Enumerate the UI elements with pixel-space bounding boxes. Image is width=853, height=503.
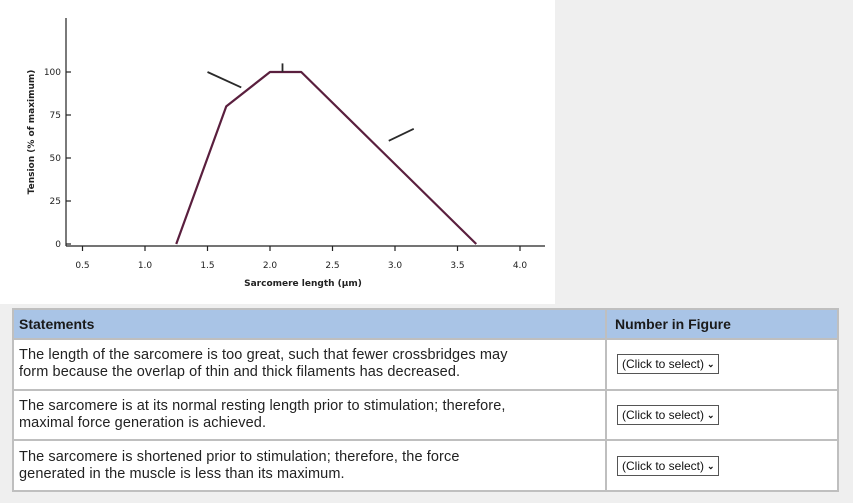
dropdown-value: (Click to select) — [622, 357, 705, 372]
select-cell — [606, 390, 838, 441]
statement-line: The sarcomere is shortened prior to stimulation; therefore, the force — [19, 448, 460, 465]
table-row — [13, 440, 838, 491]
number-select-dropdown[interactable] — [617, 405, 719, 425]
x-tick-label: 3.0 — [387, 261, 403, 271]
chevron-down-icon: ⌄ — [707, 359, 715, 370]
statement-cell — [13, 390, 606, 441]
x-tick-label: 4.0 — [512, 261, 528, 271]
statements-header: Statements — [13, 309, 606, 339]
statement-line: The sarcomere is at its normal resting length prior to stimulation; therefore, — [19, 397, 506, 414]
dropdown-value: (Click to select) — [622, 407, 705, 422]
number-in-figure-header: Number in Figure — [606, 309, 838, 339]
pointer-line — [208, 72, 242, 87]
y-tick-label: 0 — [55, 240, 61, 250]
x-tick-label: 3.5 — [450, 261, 465, 271]
y-tick-label: 25 — [49, 197, 61, 207]
statement-cell — [13, 339, 606, 390]
tension-length-chart — [0, 0, 555, 304]
graph-image — [0, 0, 555, 304]
x-tick-label: 2.5 — [325, 261, 340, 271]
y-tick-label: 75 — [49, 111, 61, 121]
select-cell — [606, 440, 838, 491]
table-row — [13, 339, 838, 390]
y-tick-label: 100 — [43, 68, 61, 78]
chevron-down-icon: ⌄ — [707, 460, 715, 471]
chevron-down-icon: ⌄ — [707, 409, 715, 420]
y-tick-label: 50 — [49, 154, 61, 164]
tension-curve-line — [176, 72, 476, 244]
x-tick-label: 1.0 — [137, 261, 153, 271]
x-tick-label: 0.5 — [75, 261, 90, 271]
select-cell — [606, 339, 838, 390]
x-tick-label: 1.5 — [200, 261, 215, 271]
statement-line: form because the overlap of thin and thick filaments has decreased. — [19, 364, 461, 381]
y-axis-label: Tension (% of maximum) — [27, 69, 37, 195]
statement-line: The length of the sarcomere is too great, such that fewer crossbridges may — [19, 347, 508, 364]
number-select-dropdown[interactable] — [617, 456, 719, 476]
statements-table — [12, 308, 839, 492]
table-row — [13, 390, 838, 441]
pointer-line — [389, 129, 414, 141]
table-header-row — [13, 309, 838, 339]
x-tick-label: 2.0 — [262, 261, 278, 271]
statement-cell — [13, 440, 606, 491]
statement-line: generated in the muscle is less than its maximum. — [19, 465, 345, 482]
number-select-dropdown[interactable] — [617, 354, 719, 374]
x-axis-label: Sarcomere length (μm) — [244, 279, 362, 289]
dropdown-value: (Click to select) — [622, 458, 705, 473]
statement-line: maximal force generation is achieved. — [19, 414, 267, 431]
